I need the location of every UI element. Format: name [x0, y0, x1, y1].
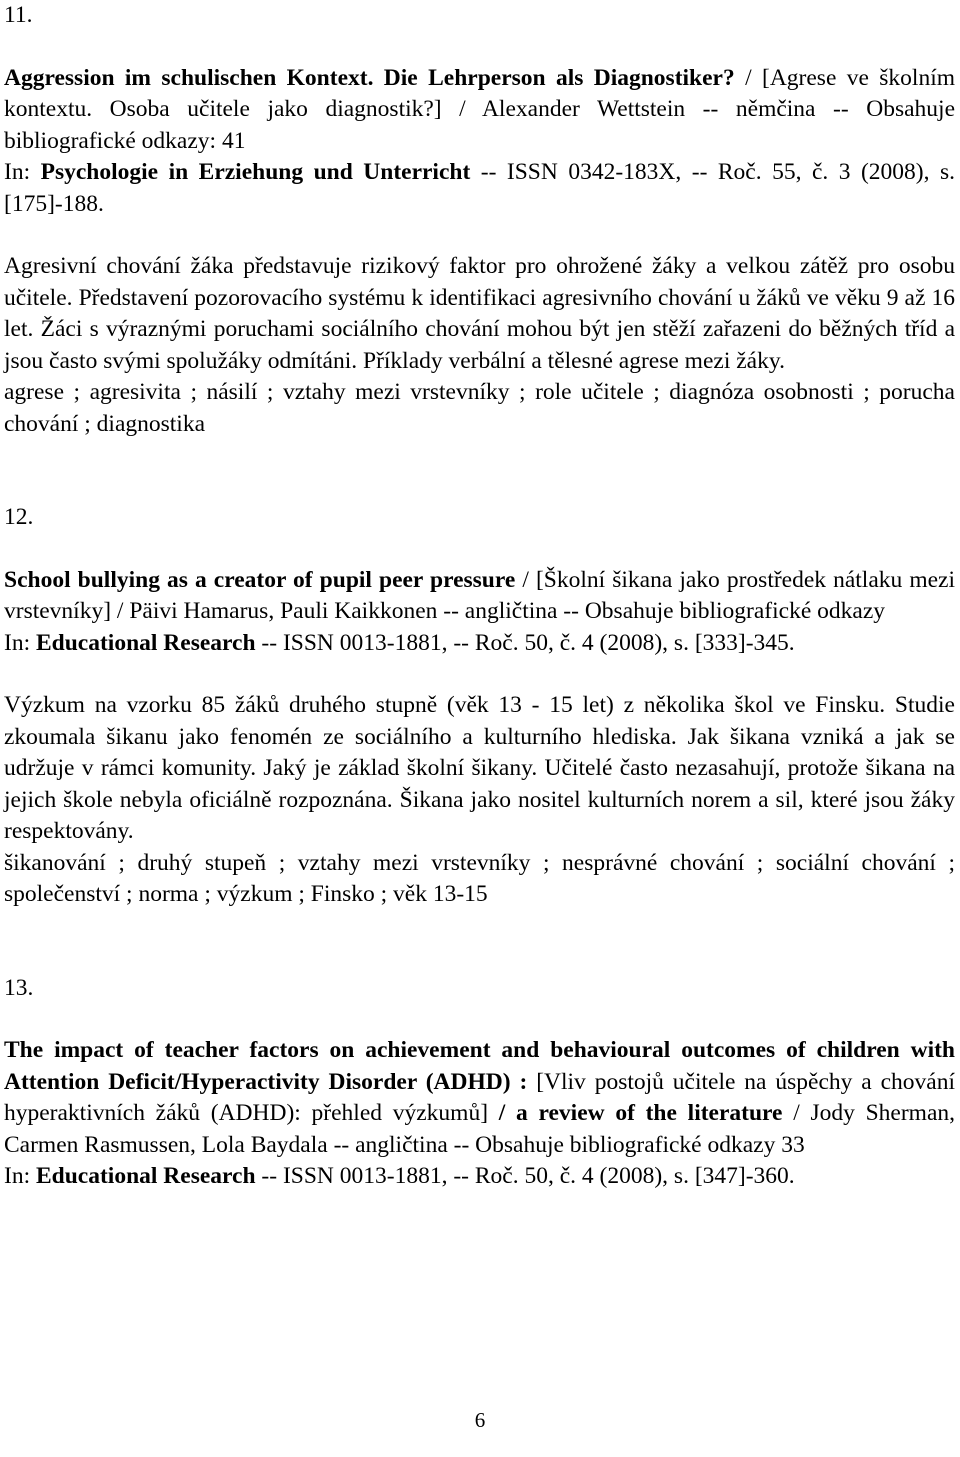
keywords: šikanování ; druhý stupeň ; vztahy mezi vrstevníky ; nesprávné chování ; sociální chování ; společenství ; norma ; výzkum ; Finsko ; věk 13-15	[4, 849, 955, 907]
keywords: agrese ; agresivita ; násilí ; vztahy mezi vrstevníky ; role učitele ; diagnóza osobnosti ; porucha chování ; diagnostika	[4, 379, 955, 437]
entry-number: 12.	[4, 504, 34, 530]
record-details: / [Agrese ve školním kontextu. Osoba učitele jako diagnostik?] / Alexander Wettstein -- němčina -- Obsahuje bibliografické odkazy: 41	[4, 64, 956, 154]
record-subtitle: / a review of the literature	[498, 1100, 783, 1126]
record-details: / [Školní šikana jako prostředek nátlaku mezi vrstevníky] / Päivi Hamarus, Pauli Kaikkonen -- angličtina -- Obsahuje bibliografické odkazy	[4, 566, 955, 624]
document-page	[4, 0, 955, 1193]
bibliographic-record	[4, 1035, 955, 1193]
in-label: In:	[4, 159, 41, 185]
bibliographic-record	[4, 565, 955, 660]
record-title: The impact of teacher factors on achievement and behavioural outcomes of children with Attention Deficit/Hyperactivity Disorder (ADHD) :	[4, 1037, 955, 1095]
page-number: 6	[474, 1408, 486, 1432]
in-label: In:	[4, 629, 36, 656]
record-title: School bullying as a creator of pupil peer pressure	[4, 566, 516, 593]
citation: -- ISSN 0013-1881, -- Roč. 50, č. 4 (2008), s. [333]-345.	[255, 629, 795, 656]
entry-number: 11.	[4, 2, 33, 28]
record-details: / Jody Sherman, Carmen Rasmussen, Lola Baydala -- angličtina -- Obsahuje bibliografické odkazy 33	[4, 1100, 956, 1158]
citation: -- ISSN 0342-183X, -- Roč. 55, č. 3 (2008), s. [175]-188.	[4, 159, 955, 217]
journal-name: Educational Research	[35, 629, 256, 656]
translated-title: [Vliv postojů učitele na úspěchy a chování hyperaktivních žáků (ADHD): přehled výzkumů]	[4, 1068, 955, 1126]
in-label: In:	[4, 1163, 36, 1189]
record-title: Aggression im schulischen Kontext. Die Lehrperson als Diagnostiker?	[4, 64, 735, 91]
journal-name: Educational Research	[35, 1163, 256, 1189]
journal-name: Psychologie in Erziehung und Unterricht	[40, 159, 471, 185]
bibliographic-record	[4, 63, 955, 221]
citation: -- ISSN 0013-1881, -- Roč. 50, č. 4 (2008), s. [347]-360.	[255, 1163, 795, 1189]
abstract: Agresivní chování žáka představuje rizikový faktor pro ohrožené žáky a velkou zátěž pro osobu učitele. Představení pozorovacího systému k identifikaci agresivního chování u žáků ve věku 9 až 16 let. Žáci s výraznými poruchami sociálního chování mohou být jen stěží zařazeni do běžných tříd a jsou často svými spolužáky odmítáni. Příklady verbální a tělesné agrese mezi žáky.	[4, 253, 955, 374]
entry-number: 13.	[4, 974, 34, 1001]
abstract: Výzkum na vzorku 85 žáků druhého stupně (věk 13 - 15 let) z několika škol ve Finsku. Studie zkoumala šikanu jako fenomén ze sociálního a kulturního hlediska. Jak šikana vzniká a jak se udržuje v rámci komunity. Jaký je základ školní šikany. Učitelé často nezasahují, protože šikana na jejich škole nebyla oficiálně rozpoznána. Šikana jako nositel kulturních norem a sil, které jsou žáky respektovány.	[4, 692, 955, 844]
